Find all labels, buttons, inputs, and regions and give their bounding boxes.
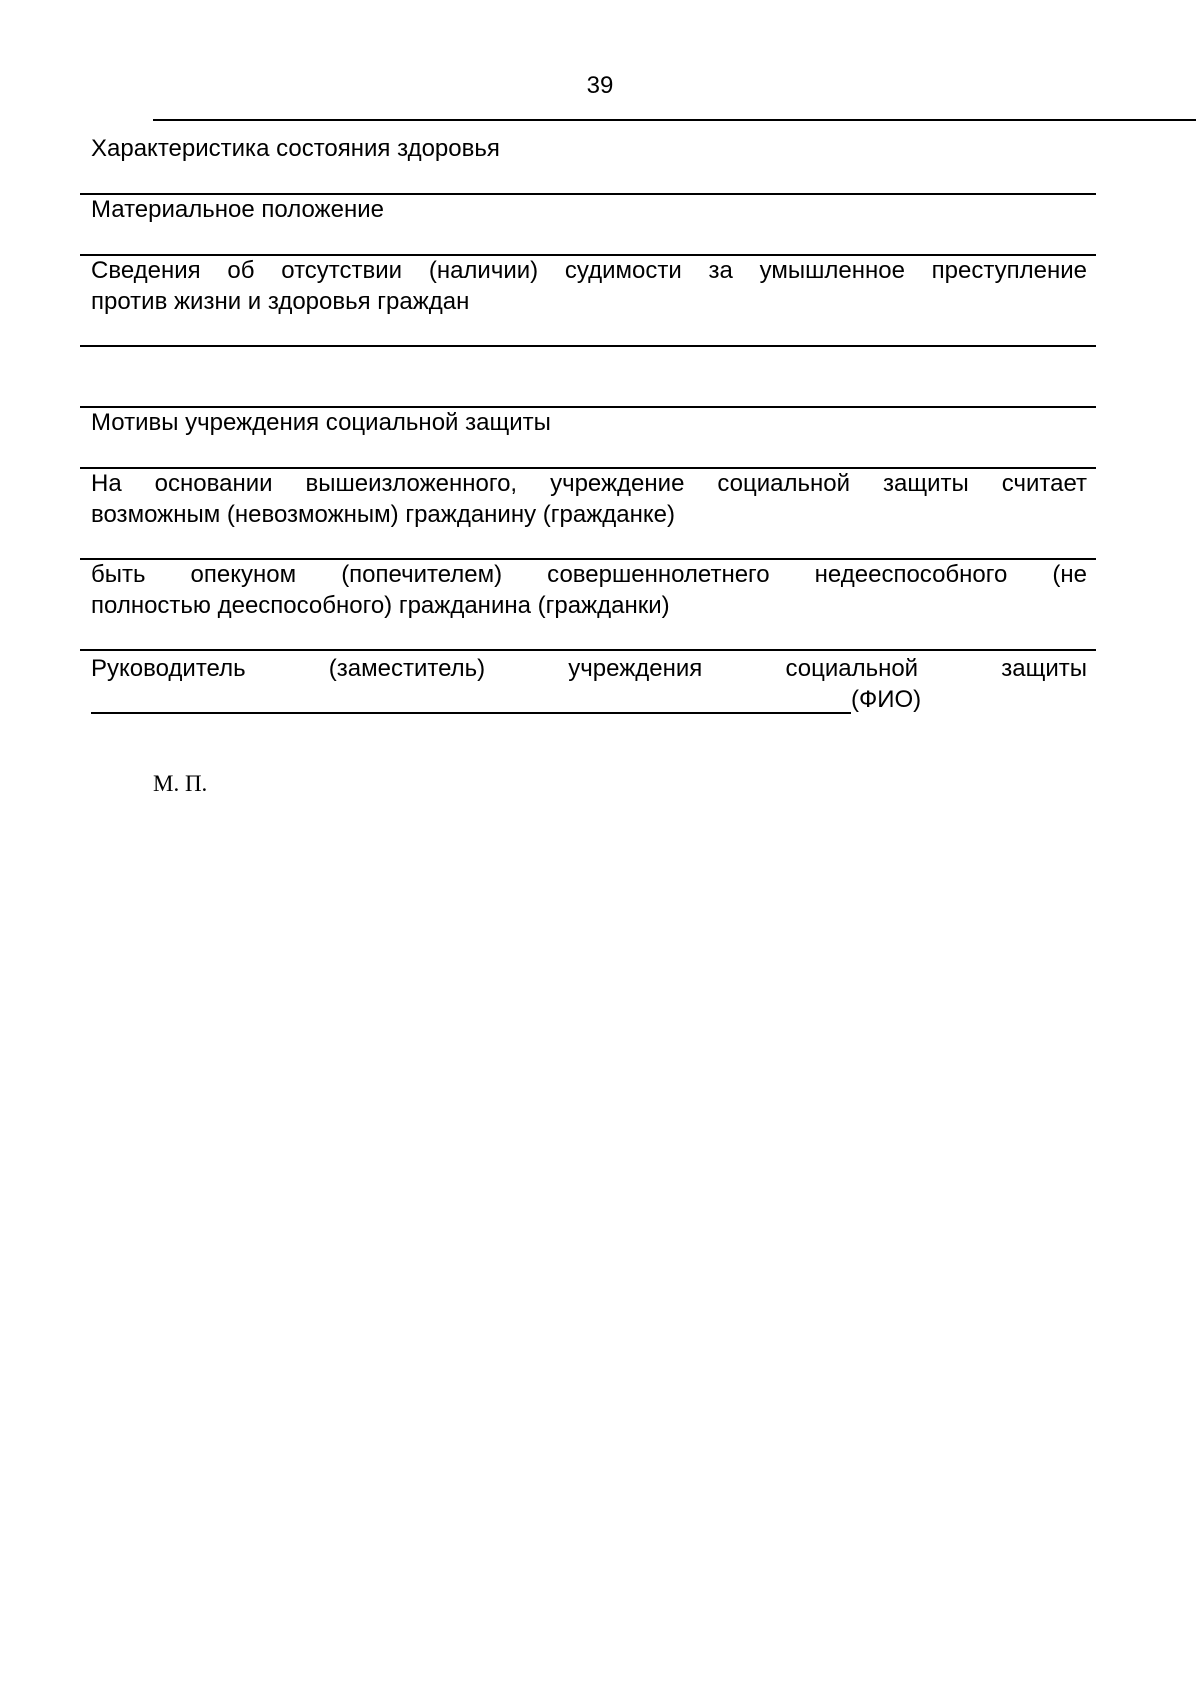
guardian-section-label <box>91 559 1087 621</box>
page-number: 39 <box>586 72 614 99</box>
head-section-label <box>91 653 1087 684</box>
criminal-record-fill-line-1[interactable] <box>80 345 1096 347</box>
header-rule <box>153 119 1196 121</box>
signature-fill-line[interactable] <box>91 712 851 714</box>
motives-label-text: Мотивы учреждения социальной защиты <box>91 409 551 436</box>
criminal-record-line-2: против жизни и здоровья граждан <box>91 288 470 315</box>
health-label-text: Характеристика состояния здоровья <box>91 135 500 162</box>
stamp-place-label: М. П. <box>153 771 208 796</box>
criminal-record-section-label <box>91 255 1087 317</box>
criminal-record-line-1: Сведения об отсутствии (наличии) судимости за умышленное преступление <box>91 257 1087 284</box>
material-section-label <box>91 194 1087 225</box>
guardian-line-2: полностью дееспособного) гражданина (гражданки) <box>91 592 670 619</box>
health-section-label <box>91 133 1087 164</box>
conclusion-line-2: возможным (невозможным) гражданину (гражданке) <box>91 501 675 528</box>
fio-label: (ФИО) <box>851 686 922 713</box>
motives-section-label <box>91 407 1087 438</box>
head-line-1: Руководитель (заместитель) учреждения социальной защиты <box>91 655 1087 682</box>
conclusion-line-1: На основании вышеизложенного, учреждение социальной защиты считает <box>91 470 1087 497</box>
guardian-line-1: быть опекуном (попечителем) совершеннолетнего недееспособного (не <box>91 561 1087 588</box>
signature-row <box>91 684 1087 715</box>
ward-name-fill-line[interactable] <box>80 649 1096 651</box>
conclusion-section-label <box>91 468 1087 530</box>
material-label-text: Материальное положение <box>91 196 384 223</box>
